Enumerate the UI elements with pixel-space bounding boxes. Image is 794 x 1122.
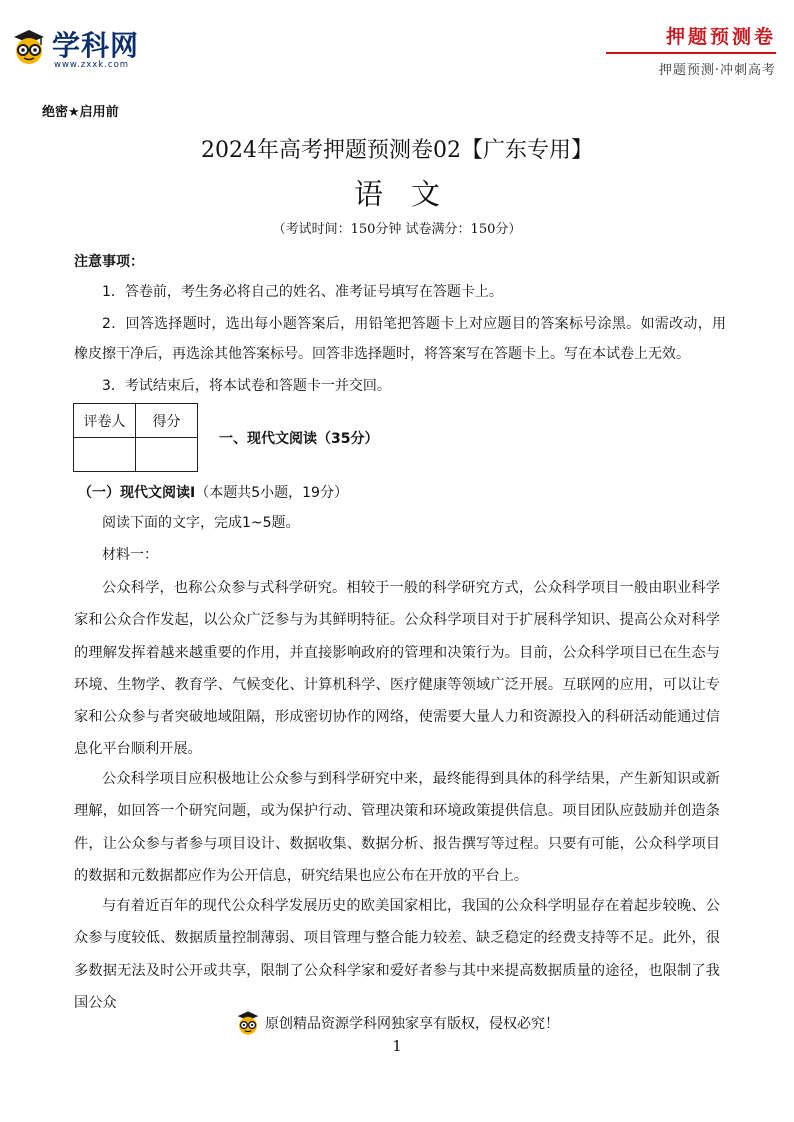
logo-url[interactable]: www.zxxk.com [54,60,130,70]
badge-subtitle: 押题预测·冲刺高考 [658,63,776,78]
subject-title: 语文 [353,177,468,211]
page-title: 2024年高考押题预测卷02【广东专用】 [201,138,593,163]
mascot-icon [235,1010,261,1036]
paragraph-1: 公众科学，也称公众参与式科学研究。相较于一般的科学研究方式，公众科学项目一般由职业科学家和公众合作发起，以公众广泛参与为其鲜明特征。公众科学项目对于扩展科学知识、提高公众对科学的理解发挥着越来越重要的作用，并直接影响政府的管理和决策行为。目前，公众科学项目已在生态与环境、生物学、教育学、气候变化、计算机科学、医疗健康等领域广泛开展。互联网的应用，可以让专家和公众参与者突破地域阻隔，形成密切协作的网络，使需要大量人力和资源投入的科研活动能通过信息化平台顺利开展。 [74,580,720,758]
notice-item-3: 3．考试结束后，将本试卷和答题卡一并交回。 [102,378,391,394]
exam-info: （考试时间：150分钟 试卷满分：150分） [272,222,522,237]
notice-item-2: 2．回答选择题时，选出每小题答案后，用铅笔把答题卡上对应题目的答案标号涂黑。如需改动，用橡皮擦干净后，再选涂其他答案标号。回答非选择题时，将答案写在答题卡上。写在本试卷上无效。 [74,316,726,362]
page-number: 1 [392,1037,402,1055]
copyright-notice: 原创精品资源学科网独家享有版权，侵权必究！ [265,1016,559,1032]
paragraph-3: 与有着近百年的现代公众科学发展历史的欧美国家相比，我国的公众科学明显存在着起步较晚、公众参与度较低、数据质量控制薄弱、项目管理与整合能力较差、缺乏稳定的经费支持等不足。此外，很多数据无法及时公开或共享，限制了公众科学家和爱好者参与其中来提高数据质量的途径，也限制了我国公众 [74,898,720,1011]
subsection-label: （一）现代文阅读Ⅰ [78,485,196,501]
paragraph-2: 公众科学项目应积极地让公众参与到科学研究中来，最终能得到具体的科学结果，产生新知识或新理解，如回答一个研究问题，或为保护行动、管理决策和环境政策提供信息。项目团队应鼓励并创造条件，让公众参与者参与项目设计、数据收集、数据分析、报告撰写等过程。只要有可能，公众科学项目的数据和元数据都应作为公开信息，研究结果也应公布在开放的平台上。 [74,771,720,884]
site-logo[interactable] [10,22,160,72]
badge-divider [606,52,776,54]
reviewer-header: 评卷人 [74,404,136,438]
subsection-note: （本题共5小题，19分） [195,485,348,501]
logo-name: 学科网 [52,29,140,62]
notice-item-1: 1．答卷前，考生务必将自己的姓名、准考证号填写在答题卡上。 [102,284,503,300]
footer [0,1010,794,1040]
mascot-icon [10,28,48,66]
secret-label: 绝密★启用前 [42,105,119,120]
reading-instruction: 阅读下面的文字，完成1~5题。 [102,515,300,531]
notice-heading: 注意事项： [74,254,144,270]
badge-title: 押题预测卷 [665,26,776,48]
section-heading: 一、现代文阅读（35分） [219,431,379,447]
header-badge [606,22,776,78]
score-table [73,403,198,472]
score-cell[interactable] [136,438,198,472]
score-header: 得分 [136,404,198,438]
reviewer-cell[interactable] [74,438,136,472]
subsection-heading [78,482,348,502]
material-label: 材料一： [102,547,158,563]
